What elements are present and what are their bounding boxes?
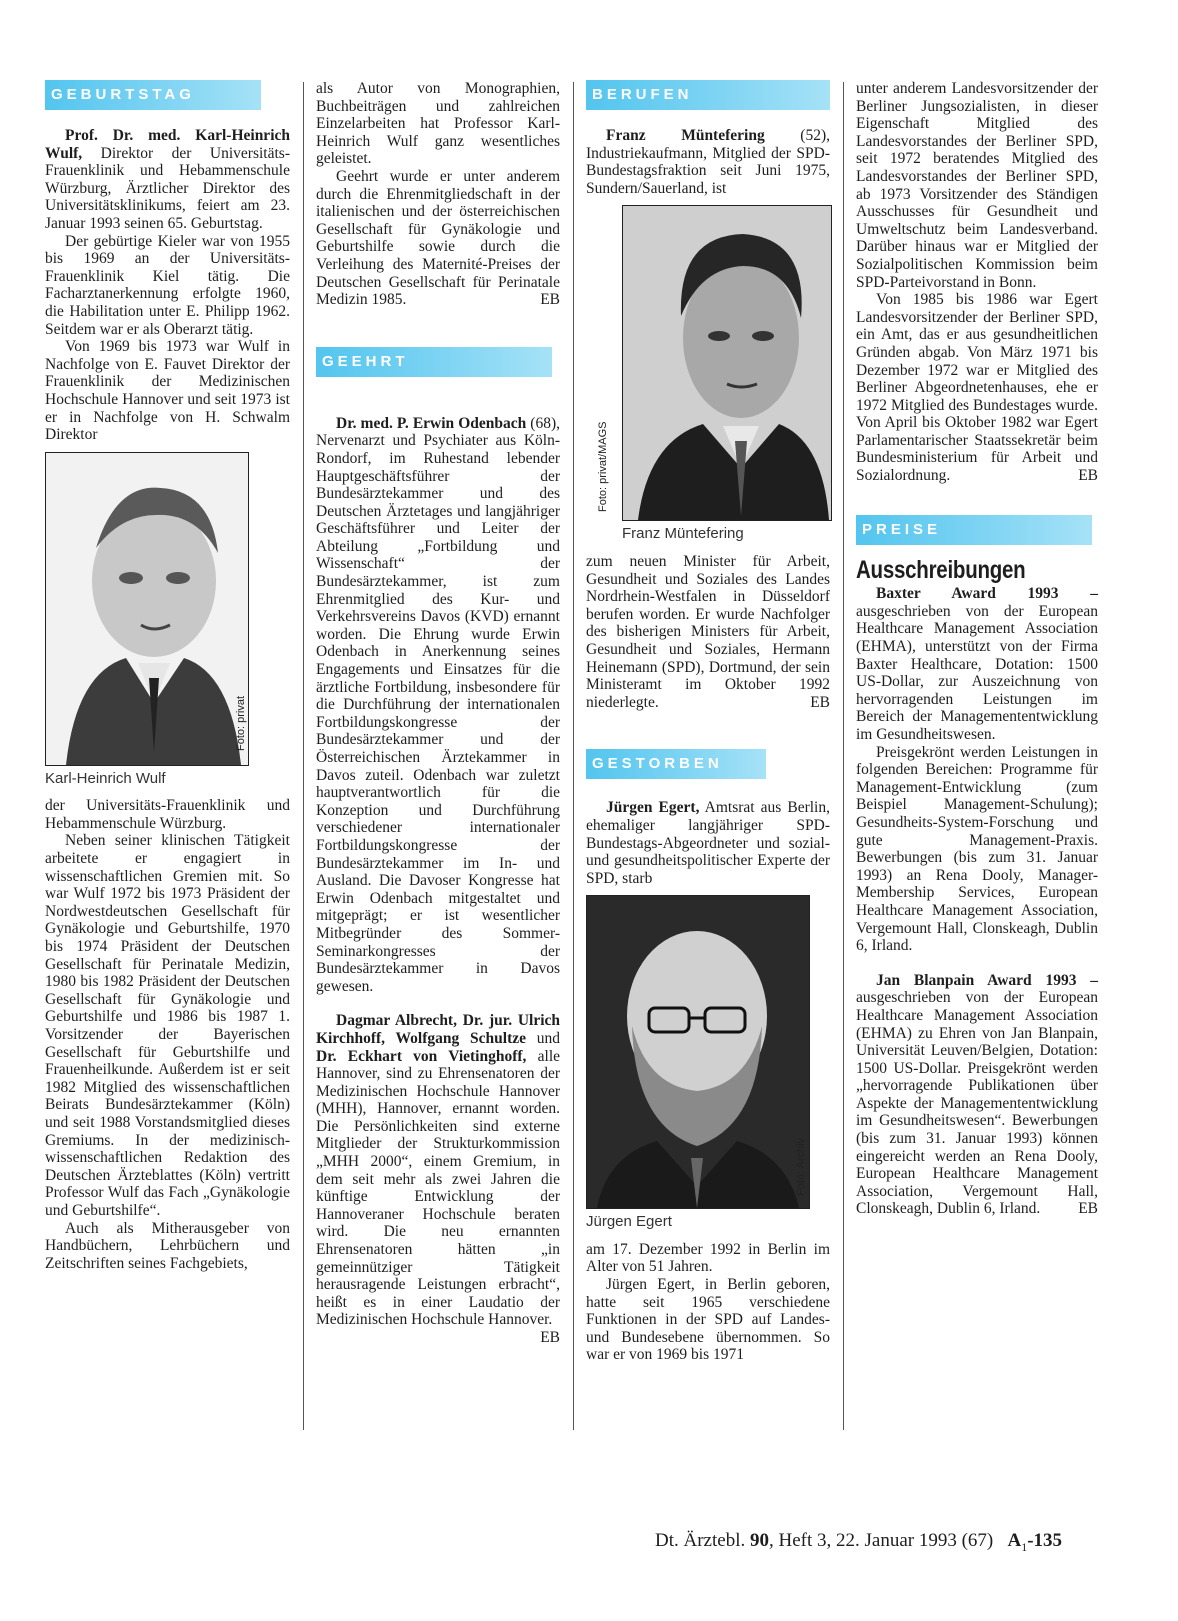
page-prefix: A	[1007, 1530, 1022, 1551]
paragraph: Neben seiner klinischen Tätigkeit arbeitete er engagiert in wissenschaftlichen Gremien mit. So war Wulf 1972 bis 1973 Präsident der Nordwestdeutschen Gesellschaft für Gynäkologie und Geburtshilfe, 1970 bis 1974 Präsident der Deutschen Gesellschaft für Perinatale Medizin, 1980 bis 1982 Präsident der Deutschen Gesellschaft für Gynäkologie und Geburtshilfe und 1986 bis 1987 1. Vorsitzender der Bayerischen Gesellschaft für Geburtshilfe und Frauenheilkunde. Außerdem ist er seit 1982 Mitglied des wissenschaftlichen Beirats Bundesärztekammer (Köln) und seit 1988 Vorstandsmitglied dieses Gremiums. In der medizinisch-wissenschaftlichen Redaktion des Deutschen Ärzteblattes (Köln) vertritt Professor Wulf das Fach „Gynäkologie und Geburtshilfe“.	[45, 832, 290, 1219]
paragraph: Dr. med. P. Erwin Odenbach (68), Nervenarzt und Psychiater aus Köln-Rondorf, im Ruhestand lebender Hauptgeschäftsführer der Bundesärztekammer und des Deutschen Ärztetages und langjähriger Geschäftsführer und Leiter der Abteilung „Fortbildung und Wissenschaft“ der Bundesärztekammer, ist zum Ehrenmitglied des Kur- und Verkehrsvereins Davos (KVD) ernannt worden. Die Ehrung wurde Erwin Odenbach in Anerkennung seines Engagements und Einsatzes für die ärztliche Fortbildung, insbesondere für die Durchführung der internationalen Fortbildungskongresse der Bundesärztekammer und der Österreichischen Ärztekammer in Davos zuteil. Odenbach war zuletzt hauptverantwortlich für die Konzeption und Durchführung verschiedener internationaler Fortbildungskongresse der Bundesärztekammer im In- und Ausland. Die Davoser Kongresse hat Erwin Odenbach mitgestaltet und mitgeprägt; er ist wesentlicher Mitbegründer des Sommer-Seminarkongresses der Bundesärztekammer in Davos gewesen.	[316, 414, 560, 995]
paragraph: Von 1985 bis 1986 war Egert Landesvorsitzender der Berliner SPD, ein Amt, das er aus gesundheitlichen Gründen abgab. Von März 1971 bis Dezember 1972 war er Mitglied des Berliner Abgeordnetenhauses, ehe er 1972 Mitglied des Bundestages wurde. Von April bis Oktober 1982 war Egert Parlamentarischer Staatssekretär beim Bundesministerium für Arbeit und Sozialordnung. EB	[856, 291, 1098, 485]
page-subscript: 1	[1021, 1539, 1028, 1554]
page-footer	[655, 1530, 1062, 1555]
paragraph: Jürgen Egert, Amtsrat aus Berlin, ehemaliger langjähriger SPD-Bundestags-Abgeordneter und sozial- und gesundheitspolitischer Experte der SPD, starb	[586, 799, 830, 887]
volume-number: 90	[749, 1530, 769, 1551]
photo-caption: Franz Müntefering	[622, 525, 744, 543]
paragraph: als Autor von Monographien, Buchbeiträgen und zahlreichen Einzelarbeiten hat Professor Karl-Heinrich Wulf ganz wesentliches geleistet.	[316, 80, 560, 168]
paragraph: Geehrt wurde er unter anderem durch die Ehrenmitgliedschaft in der italienischen und der österreichischen Gesellschaft für Gynäkologie und Geburtshilfe sowie durch die Verleihung des Maternité-Preises der Deutschen Gesellschaft für Perinatale Medizin 1985. EB	[316, 167, 560, 309]
author-signature: EB	[810, 693, 830, 711]
portrait-illustration	[587, 896, 809, 1208]
paragraph: Prof. Dr. med. Karl-Heinrich Wulf, Direktor der Universitäts-Frauenklinik und Hebammenschule Würzburg, Ärztlicher Direktor des Universitätsklinikums, feiert am 23. Januar 1993 seinen 65. Geburtstag.	[45, 127, 290, 232]
paragraph: Jan Blanpain Award 1993 – ausgeschrieben von der European Healthcare Management Association (EHMA) zu Ehren von Jan Blanpain, Universität Leuven/Belgien, Dotation: 1500 US-Dollar. Preisgekrönt werden „hervorragende Publikationen über Aspekte der Managemententwicklung im Gesundheitswesen“. Bewerbungen (bis zum 31. Januar 1993) können eingereicht werden an Rena Dooly, European Healthcare Management Association, Vergemount Hall, Clonskeagh, Dublin 6, Irland. EB	[856, 971, 1098, 1218]
photo-credit: Foto: privat/MAGS	[597, 421, 609, 513]
issue-info: , Heft 3, 22. Januar 1993 (67)	[768, 1530, 994, 1551]
paragraph: unter anderem Landesvorsitzender der Berliner Jungsozialisten, in dieser Eigenschaft Mitglied des Landesvorstandes der Berliner SPD, seit 1972 beratendes Mitglied des Landesvorstandes der Berliner SPD, ab 1973 Vorsitzender des Ständigen Ausschusses für Gesundheit und Umweltschutz beim Landesverband. Darüber hinaus war er Mitglied der Sozialpolitischen Kommission beim SPD-Parteivorstand in Bonn.	[856, 80, 1098, 291]
portrait-photo-wulf	[45, 452, 249, 766]
section-header-geehrt: GEEHRT	[316, 347, 552, 377]
author-signature: EB	[540, 1329, 560, 1346]
author-signature: EB	[1078, 467, 1098, 485]
portrait-illustration	[623, 206, 831, 520]
column-1	[45, 80, 290, 1272]
photo-caption: Karl-Heinrich Wulf	[45, 769, 166, 787]
paragraph: Von 1969 bis 1973 war Wulf in Nachfolge von E. Fauvet Direktor der Frauenklinik der Medizinischen Hochschule Hannover und seit 1973 ist er in Nachfolge von H. Schwalm Direktor	[45, 338, 290, 444]
section-header-gestorben: GESTORBEN	[586, 749, 766, 779]
portrait-illustration	[46, 453, 248, 765]
column-2	[316, 80, 560, 1347]
article-headline: Ausschreibungen	[856, 555, 1026, 584]
section-header-berufen: BERUFEN	[586, 80, 830, 110]
column-rule	[843, 82, 844, 1430]
column-rule	[303, 82, 304, 1430]
page-number: -135	[1027, 1530, 1063, 1551]
column-3	[586, 80, 830, 1364]
paragraph: Franz Müntefering (52), Industriekaufmann, Mitglied der SPD-Bundestagsfraktion seit Juni 1975, Sundern/Sauerland, ist	[586, 127, 830, 197]
portrait-photo-egert	[586, 895, 810, 1209]
section-header-preise: PREISE	[856, 515, 1092, 545]
paragraph: der Universitäts-Frauenklinik und Hebammenschule Würzburg.	[45, 797, 290, 832]
paragraph: Preisgekrönt werden Leistungen in folgenden Bereichen: Programme für Management-Entwicklung (zum Beispiel Management-Schulung); Gesundheits-System-Forschung und gute Management-Praxis. Bewerbungen (bis zum 31. Januar 1993) an Rena Dooly, Manager-Membership Services, European Healthcare Management Association, Vergemount Hall, Clonskeagh, Dublin 6, Irland.	[856, 743, 1098, 955]
journal-name: Dt. Ärztebl.	[655, 1530, 750, 1551]
paragraph: Baxter Award 1993 – ausgeschrieben von der European Healthcare Management Association (EHMA), unterstützt von der Firma Baxter Healthcare, Dotation: 1500 US-Dollar, zur Auszeichnung von hervorragenden Leistungen im Bereich der Managemententwicklung im Gesundheitswesen.	[856, 585, 1098, 743]
column-rule	[573, 82, 574, 1430]
paragraph: Jürgen Egert, in Berlin geboren, hatte seit 1965 verschiedene Funktionen in der SPD auf Landes- und Bundesebene übernommen. So war er von 1969 bis 1971	[586, 1276, 830, 1364]
paragraph: Auch als Mitherausgeber von Handbüchern, Lehrbüchern und Zeitschriften seines Fachgebiets,	[45, 1219, 290, 1272]
paragraph: Dagmar Albrecht, Dr. jur. Ulrich Kirchhoff, Wolfgang Schultze und Dr. Eckhart von Vietinghoff, alle Hannover, sind zu Ehrensenatoren der Medizinischen Hochschule Hannover (MHH), Hannover, ernannt worden. Die Persönlichkeiten sind externe Mitglieder der Strukturkommission „MHH 2000“, einem Gremium, in dem seit mehr als zwei Jahren die künftige Entwicklung der Hannoveraner Hochschule beraten wird. Die neu ernannten Ehrensenatoren hätten „in gemeinnütziger Tätigkeit herausragende Leistungen erbracht“, heißt es in einer Laudatio der Medizinischen Hochschule Hannover. EB	[316, 1012, 561, 1346]
portrait-photo-muentefering	[597, 205, 832, 521]
section-header-geburtstag: GEBURTSTAG	[45, 80, 261, 110]
author-signature: EB	[540, 291, 560, 309]
column-4	[856, 80, 1098, 1218]
paragraph: zum neuen Minister für Arbeit, Gesundheit und Soziales des Landes Nordrhein-Westfalen in Düsseldorf berufen worden. Er wurde Nachfolger des bisherigen Ministers für Arbeit, Gesundheit und Soziales, Hermann Heinemann (SPD), Dortmund, der sein Ministeramt im Oktober 1992 niederlegte. EB	[586, 552, 830, 711]
author-signature: EB	[1078, 1200, 1098, 1218]
paragraph: am 17. Dezember 1992 in Berlin im Alter von 51 Jahren.	[586, 1240, 830, 1276]
photo-caption: Jürgen Egert	[586, 1213, 672, 1231]
photo-credit: Foto: Archiv	[795, 1138, 807, 1197]
photo-credit: Foto: privat	[235, 695, 247, 751]
paragraph: Der gebürtige Kieler war von 1955 bis 1969 an der Universitäts-Frauenklinik Kiel tätig. Die Facharztanerkennung erfolgte 1960, die Habilitation unter E. Philipp 1962. Seitdem war er als Oberarzt tätig.	[45, 232, 290, 338]
